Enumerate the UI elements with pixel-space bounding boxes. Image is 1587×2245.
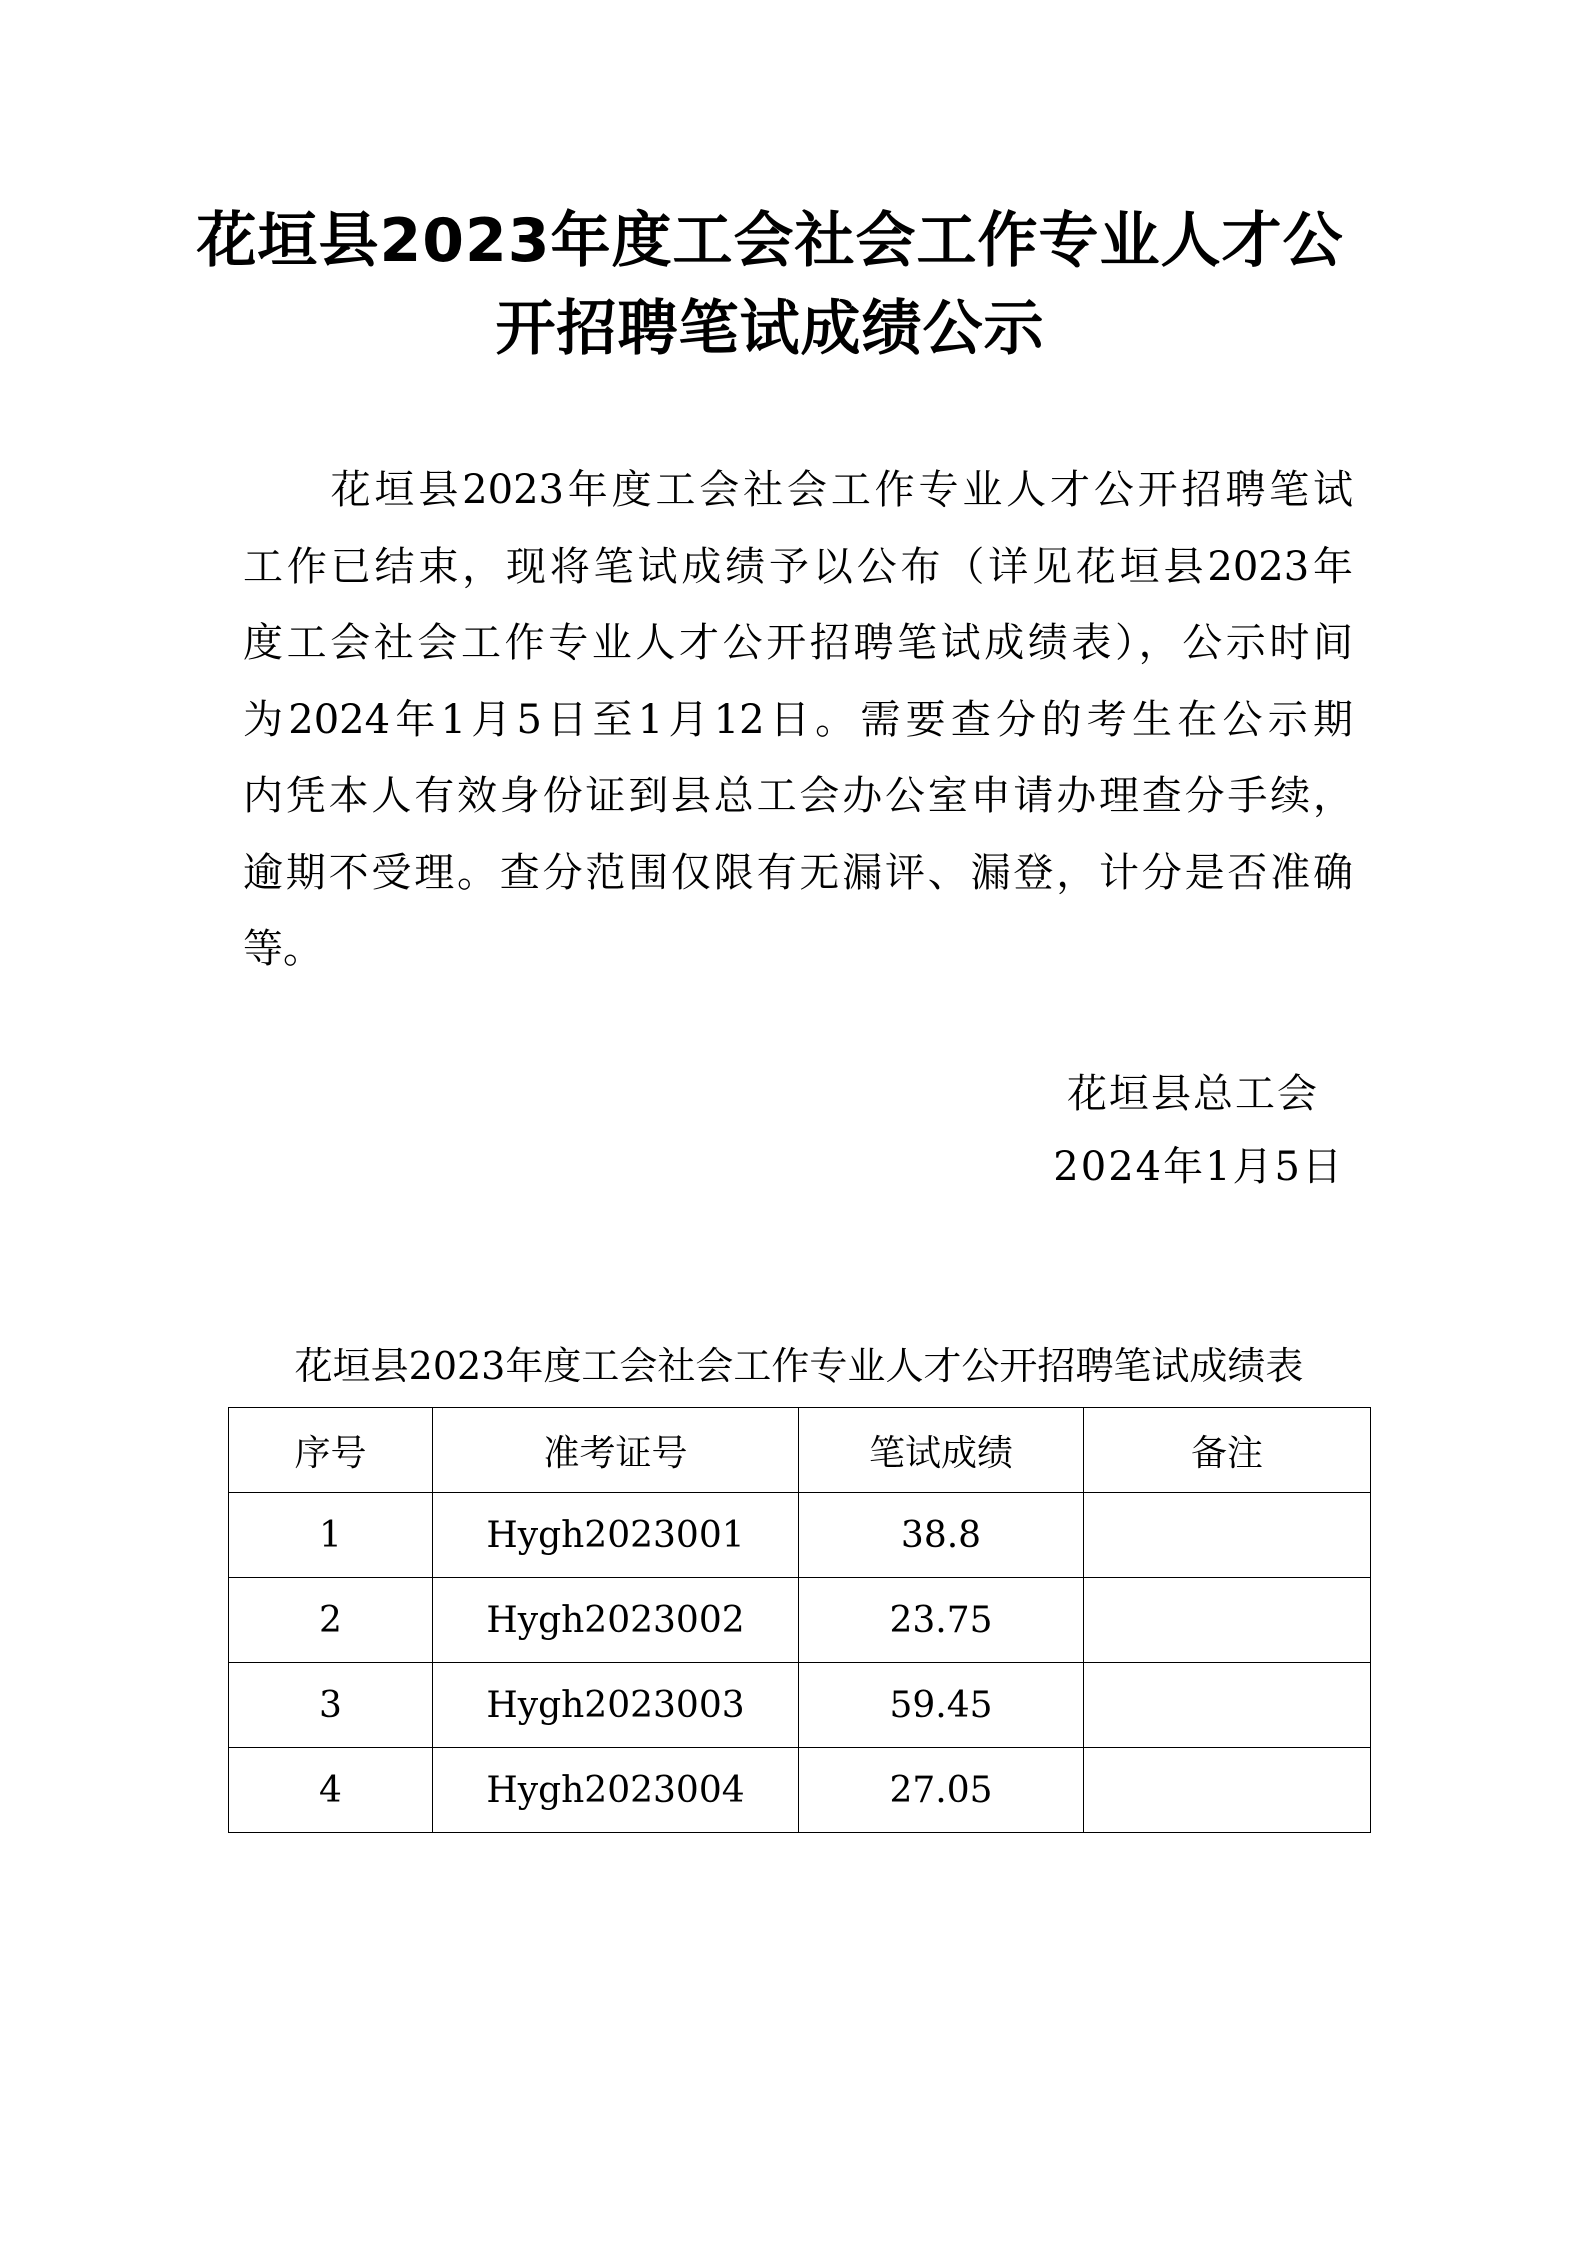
document-title-line-1: 花垣县2023年度工会社会工作专业人才公 [196,206,1344,276]
document-title-line-2: 开招聘笔试成绩公示 [495,294,1045,364]
body-line: 工作已结束，现将笔试成绩予以公布（详见花垣县2023年 [243,543,1353,590]
cell-seq: 1 [229,1493,433,1578]
cell-exam-number: Hygh2023002 [433,1578,799,1663]
cell-seq: 4 [229,1748,433,1833]
body-line: 逾期不受理。查分范围仅限有无漏评、漏登，计分是否准确 [243,849,1353,896]
cell-exam-number: Hygh2023001 [433,1493,799,1578]
signature-organization: 花垣县总工会 [1067,1071,1319,1117]
table-row [229,1663,1371,1748]
table-row [229,1748,1371,1833]
body-line: 度工会社会工作专业人才公开招聘笔试成绩表），公示时间 [243,620,1353,666]
cell-exam-number: Hygh2023004 [433,1748,799,1833]
cell-written-score: 27.05 [799,1748,1084,1833]
table-row [229,1578,1371,1663]
body-line: 等。 [243,926,323,972]
cell-written-score: 23.75 [799,1578,1084,1663]
cell-remarks [1084,1748,1371,1833]
table-header-row [229,1408,1371,1493]
header-written-score: 笔试成绩 [799,1408,1084,1493]
announcement-body [243,452,1353,988]
cell-written-score: 38.8 [799,1493,1084,1578]
cell-seq: 2 [229,1578,433,1663]
scores-table [228,1407,1371,1833]
table-title: 花垣县2023年度工会社会工作专业人才公开招聘笔试成绩表 [294,1344,1304,1388]
header-exam-number: 准考证号 [433,1408,799,1493]
cell-seq: 3 [229,1663,433,1748]
header-seq: 序号 [229,1408,433,1493]
body-line: 内凭本人有效身份证到县总工会办公室申请办理查分手续， [243,773,1353,819]
cell-remarks [1084,1493,1371,1578]
header-remarks: 备注 [1084,1408,1371,1493]
body-line: 为2024年1月5日至1月12日。需要查分的考生在公示期 [243,696,1353,743]
signature-date: 2024年1月5日 [1053,1144,1344,1190]
body-line: 花垣县2023年度工会社会工作专业人才公开招聘笔试 [243,467,1353,513]
cell-exam-number: Hygh2023003 [433,1663,799,1748]
cell-written-score: 59.45 [799,1663,1084,1748]
table-row [229,1493,1371,1578]
cell-remarks [1084,1663,1371,1748]
cell-remarks [1084,1578,1371,1663]
